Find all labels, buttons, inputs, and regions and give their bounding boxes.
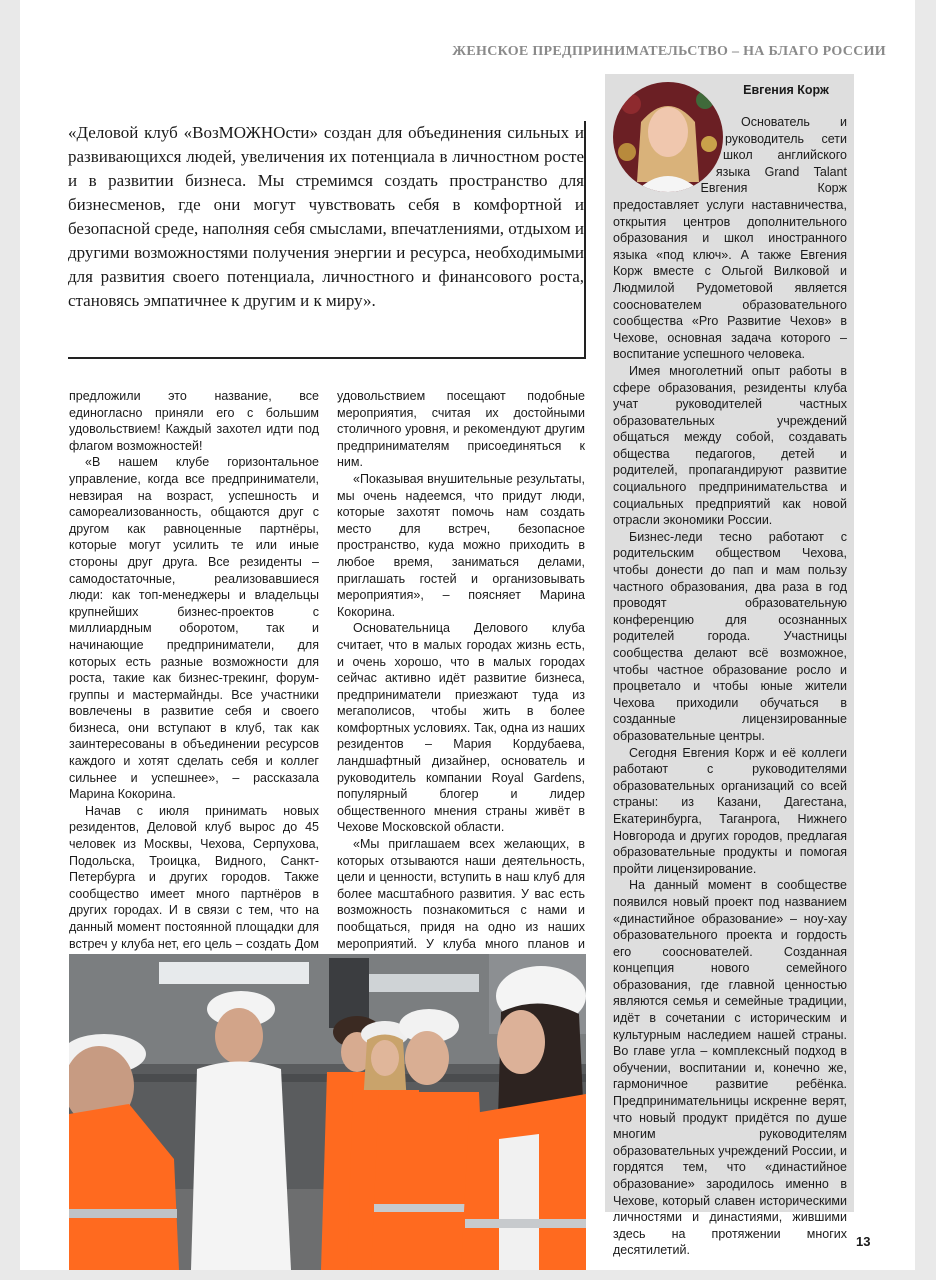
paragraph: Имея многолетний опыт работы в сфере образования, резиденты клуба учат руководителей частных образовательных учреждений общаться между собой, создавать общества педагогов, детей и родителей, пропагандируют развитие социального предпринимательства и социальных предприятий как новой отрасли экономики России. [613, 363, 847, 528]
paragraph: Основательница Делового клуба считает, что в малых городах жизнь есть, и очень хорошо, что в малых городах сейчас активно идёт развитие бизнеса, предприниматели приезжают туда из мегаполисов, чтобы жить в более комфортных условиях. Так, одна из наших резидентов – Мария Кордубаева, ландшафтный дизайнер, основатель и руководитель компании Royal Gardens, популярный блогер и лидер общественного мнения страны живёт в Чехове Московской области. [337, 621, 585, 835]
paragraph: На данный момент в сообществе появился новый проект под названием «династийное образование» – ноу-хау образовательного проекта и гордость его сооснователей. Созданная концепция нового семейного образования, где главной ценностью являются семья и семейные традиции, идёт в сочетании с историческим и культурным наследием нашей страны. Во главе угла – комплексный подход в обучении, воспитании и, конечно же, гармоничное развитие ребёнка. Предпринимательницы искренне верят, что новый продукт придётся по душе многим руководителям образовательных учреждений России, и гордятся тем, что «династийное образование» зародилось именно в Чехове, который славен историческими личностями и династиями, жившими здесь на протяжении многих десятилетий. [613, 878, 847, 1258]
paragraph: предложили это название, все единогласно приняли его с большим удовольствием! Каждый захотел идти под флагом возможностей! [69, 389, 319, 453]
page-number: 13 [856, 1234, 871, 1249]
pull-quote-text: «Деловой клуб «ВозМОЖНОсти» создан для объединения сильных и развивающихся людей, увеличения их потенциала в личностном росте и в развитии бизнеса. Мы стремимся создать пространство для бизнесменов, где они могут чувствовать себя в комфортной и безопасной среде, наполняя себя смыслами, впечатлениями, отдыхом и другими возможностями получения энергии и ресурса, необходимыми для развития своего потенциала, личностного и финансового роста, становясь эмпатичнее к другим и к миру». [68, 123, 584, 310]
paragraph: Сегодня Евгения Корж и её коллеги работают с руководителями образовательных организаций со всей страны: из Казани, Дагестана, Екатеринбурга, Таганрога, Нижнего Новгорода и других городов, предлагая образовательные продукты и помогая пройти лицензирование. [613, 745, 847, 876]
group-photo [69, 954, 586, 1270]
paragraph: Бизнес-леди тесно работают с родительским обществом Чехова, чтобы донести до пап и мам пользу частного образования, два раза в год проводят образовательную конференцию для осознанных родителей города. Участницы сообщества делают всё возможное, чтобы частное образование росло и процветало и чтобы юные жители Чехова приходили обучаться в созданные лицензированные образовательные центры. [613, 529, 847, 743]
pull-quote [68, 121, 586, 359]
profile-text [613, 114, 847, 1259]
profile-name: Евгения Корж [743, 83, 829, 97]
paragraph: Основатель и руководитель сети школ английского языка Grand Talant Евгения Корж предоставляет услуги наставничества, открытия центров дополнительного образования и школ иностранного языка «под ключ». А также Евгения Корж вместе с Ольгой Вилковой и Людмилой Рудометовой является сооснователем образовательного сообщества «Pro Развитие Чехов» в Чехове, основная задача которого – воспитание успешного человека. [613, 115, 847, 362]
paragraph: «В нашем клубе горизонтальное управление, когда все предприниматели, невзирая на возраст, успешность и самореализованность, общаются друг с другом как равноценные партнёры, которые могут усилить те или иные стороны друг друга. Все резиденты – самодостаточные, реализовавшиеся люди: как топ-менеджеры и владельцы крупнейших бизнес-проектов с миллиардным оборотом, так и начинающие предприниматели, для которых есть разные возможности для роста, такие как бизнес-трекинг, форум-группы и мастермайнды. Все участники вовлечены в развитие себя и своего бизнеса, они вступают в клуб, так как заинтересованы в объединении ресурсов каждого и хотят сделать себя и коллег сильнее и успешнее», – рассказала Марина Кокорина. [69, 455, 319, 802]
magazine-page [20, 0, 915, 1270]
article-column-2 [337, 388, 585, 1002]
paragraph: «Мы приглашаем всех желающих, в которых отзываются наши деятельность, цели и ценности, вступить в наш клуб для более масштабного развития. У вас есть возможность познакомиться с нами и пообщаться, придя на одно из наших мероприятий. У клуба много планов и [337, 837, 585, 951]
paragraph: «Показывая внушительные результаты, мы очень надеемся, что придут люди, которые захотят помочь нам создать место для встреч, безопасное пространство, куда можно приходить в любое время, заниматься делами, приглашать гостей и организовывать мероприятия», – поясняет Марина Кокорина. [337, 471, 585, 619]
paragraph: Начав с июля принимать новых резидентов, Деловой клуб вырос до 45 человек из Москвы, Чехова, Серпухова, Подольска, Троицка, Видного, Санкт-Петербурга и других городов. Также сообщество имеет много партнёров в других городах. И в связи с тем, что на данный момент постоянной площадки для встреч у клуба нет, его цель – создать Дом [69, 803, 319, 951]
profile-sidebar [605, 74, 854, 1258]
article-column-1 [69, 388, 319, 1002]
paragraph: удовольствием посещают подобные мероприятия, считая их достойными столичного уровня, и рекомендуют другим предпринимателям присоединяться к ним. [337, 389, 585, 470]
running-header: ЖЕНСКОЕ ПРЕДПРИНИМАТЕЛЬСТВО – НА БЛАГО РОССИИ [452, 44, 886, 59]
